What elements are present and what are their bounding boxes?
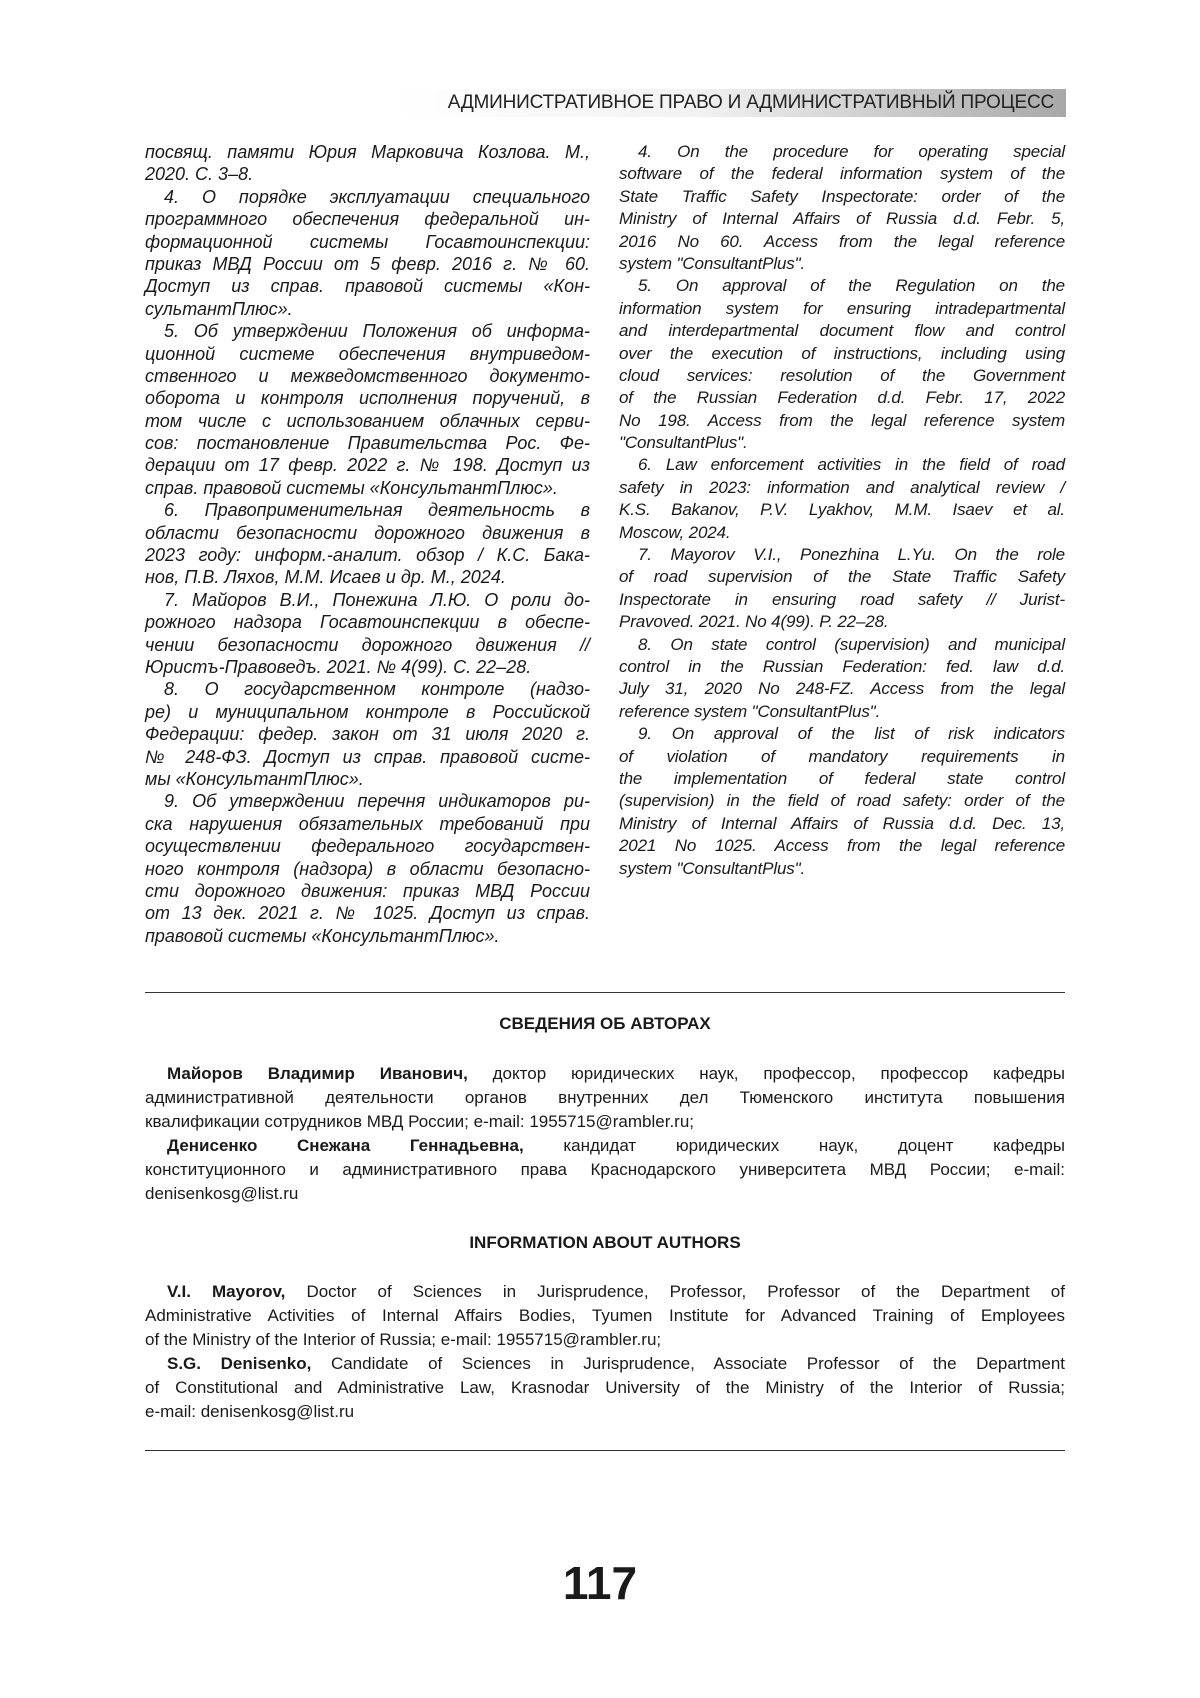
reference-line: 2016 No 60. Access from the legal reference [619,231,1065,253]
reference-line: 6. Правоприменительная деятельность в [145,499,590,521]
reference-line: сти дорожного движения: приказ МВД России [145,880,590,902]
reference-line: 7. Mayorov V.I., Ponezhina L.Yu. On the role [619,544,1065,566]
reference-entry [145,678,590,790]
author-line [145,1134,1065,1158]
reference-line: оборота и контроля исполнения поручений, в [145,387,590,409]
reference-line: the implementation of federal state control [619,768,1065,790]
reference-entry [145,499,590,589]
reference-line: safety in 2023: information and analytical review / [619,477,1065,499]
reference-line: over the execution of instructions, including using [619,343,1065,365]
reference-line: справ. правовой системы «КонсультантПлюс». [145,477,590,499]
reference-line: 2021 No 1025. Access from the legal reference [619,835,1065,857]
reference-line: 9. Об утверждении перечня индикаторов ри- [145,790,590,812]
reference-line: мы «КонсультантПлюс». [145,768,590,790]
author-entry [145,1062,1065,1134]
reference-line: control in the Russian Federation: fed. law d.d. [619,656,1065,678]
page-number: 117 [0,1556,1200,1610]
reference-line: 4. On the procedure for operating special [619,141,1065,163]
reference-line: State Traffic Safety Inspectorate: order of the [619,186,1065,208]
author-line: e-mail: denisenkosg@list.ru [145,1400,1065,1424]
reference-entry [145,790,590,947]
reference-line: формационной системы Госавтоинспекции: [145,231,590,253]
reference-line: 8. О государственном контроле (надзо- [145,678,590,700]
author-name: S.G. Denisenko, [167,1354,311,1373]
author-line: конституционного и административного права Краснодарского университета МВД России; e-mail: [145,1158,1065,1182]
reference-line: рожного надзора Госавтоинспекции в обеспе- [145,611,590,633]
reference-line: system "ConsultantPlus". [619,253,1065,275]
reference-line: приказ МВД России от 5 февр. 2016 г. № 60. [145,253,590,275]
references-ru-column [145,141,590,947]
author-line: Administrative Activities of Internal Affairs Bodies, Tyumen Institute for Advanced Training of Employees [145,1304,1065,1328]
reference-line: сультантПлюс». [145,298,590,320]
reference-line: of the Russian Federation d.d. Febr. 17, 2022 [619,387,1065,409]
reference-line: 2020. С. 3–8. [145,163,590,185]
reference-line: Inspectorate in ensuring road safety // Jurist- [619,589,1065,611]
reference-line: system "ConsultantPlus". [619,858,1065,880]
reference-line: 7. Майоров В.И., Понежина Л.Ю. О роли до- [145,589,590,611]
author-entry [145,1352,1065,1424]
author-line [145,1280,1065,1304]
reference-line: 5. Об утверждении Положения об информа- [145,320,590,342]
reference-line: No 198. Access from the legal reference system [619,410,1065,432]
reference-entry [619,544,1065,634]
reference-line: сов: постановление Правительства Рос. Фе- [145,432,590,454]
reference-entry [145,141,590,186]
reference-line: том числе с использованием облачных серви- [145,410,590,432]
author-entry [145,1280,1065,1352]
reference-entry [145,186,590,320]
reference-line: посвящ. памяти Юрия Марковича Козлова. М., [145,141,590,163]
reference-line: cloud services: resolution of the Government [619,365,1065,387]
authors-ru-section [145,1062,1065,1206]
reference-line: "ConsultantPlus". [619,432,1065,454]
reference-entry [145,589,590,679]
reference-line: information system for ensuring intradepartmental [619,298,1065,320]
reference-line: дерации от 17 февр. 2022 г. № 198. Доступ из [145,454,590,476]
reference-entry [619,141,1065,275]
author-name: V.I. Mayorov, [167,1282,285,1301]
divider-top [145,992,1065,993]
author-description: кандидат юридических наук, доцент кафедры [563,1136,1065,1155]
reference-line: of road supervision of the State Traffic Safety [619,566,1065,588]
reference-line: 8. On state control (supervision) and municipal [619,634,1065,656]
reference-line: 9. On approval of the list of risk indicators [619,723,1065,745]
reference-line: правовой системы «КонсультантПлюс». [145,925,590,947]
reference-line: 5. On approval of the Regulation on the [619,275,1065,297]
authors-en-heading: INFORMATION ABOUT AUTHORS [145,1233,1065,1253]
author-line: denisenkosg@list.ru [145,1182,1065,1206]
author-line: административной деятельности органов внутренних дел Тюменского института повышения [145,1086,1065,1110]
reference-line: ственного и межведомственного документо- [145,365,590,387]
author-description: доктор юридических наук, профессор, профессор кафедры [493,1064,1065,1083]
author-name: Денисенко Снежана Геннадьевна, [167,1136,524,1155]
author-line [145,1352,1065,1376]
reference-entry [619,723,1065,880]
reference-line: reference system "ConsultantPlus". [619,701,1065,723]
reference-line: Доступ из справ. правовой системы «Кон- [145,275,590,297]
reference-line: № 248-ФЗ. Доступ из справ. правовой систе- [145,746,590,768]
reference-line: ного контроля (надзора) в области безопасно- [145,858,590,880]
reference-line: ска нарушения обязательных требований при [145,813,590,835]
author-name: Майоров Владимир Иванович, [167,1064,468,1083]
running-header [396,89,1066,117]
author-line: of Constitutional and Administrative Law, Krasnodar University of the Ministry of the Interior of Russia; [145,1376,1065,1400]
reference-line: of violation of mandatory requirements in [619,746,1065,768]
authors-en-section [145,1280,1065,1424]
reference-line: Ministry of Internal Affairs of Russia d.d. Febr. 5, [619,208,1065,230]
author-line: of the Ministry of the Interior of Russia; e-mail: 1955715@rambler.ru; [145,1328,1065,1352]
reference-line: программного обеспечения федеральной ин- [145,208,590,230]
reference-line: Юристъ-Правоведъ. 2021. № 4(99). С. 22–28. [145,656,590,678]
reference-entry [619,454,1065,544]
divider-bottom [145,1450,1065,1451]
running-header-title: АДМИНИСТРАТИВНОЕ ПРАВО И АДМИНИСТРАТИВНЫЙ ПРОЦЕСС [448,92,1054,114]
author-line: квалификации сотрудников МВД России; e-mail: 1955715@rambler.ru; [145,1110,1065,1134]
reference-line: 2023 году: информ.-аналит. обзор / К.С. Бака- [145,544,590,566]
reference-entry [145,320,590,499]
references-en-column [619,141,1065,880]
reference-line: 6. Law enforcement activities in the field of road [619,454,1065,476]
reference-line: K.S. Bakanov, P.V. Lyakhov, M.M. Isaev et al. [619,499,1065,521]
author-line [145,1062,1065,1086]
reference-entry [619,634,1065,724]
reference-line: July 31, 2020 No 248-FZ. Access from the legal [619,678,1065,700]
reference-line: нов, П.В. Ляхов, М.М. Исаев и др. М., 2024. [145,566,590,588]
reference-line: области безопасности дорожного движения в [145,522,590,544]
reference-line: Moscow, 2024. [619,522,1065,544]
reference-line: (supervision) in the field of road safety: order of the [619,790,1065,812]
author-description: Doctor of Sciences in Jurisprudence, Professor, Professor of the Department of [306,1282,1065,1301]
reference-line: software of the federal information system of the [619,163,1065,185]
reference-line: Pravoved. 2021. No 4(99). P. 22–28. [619,611,1065,633]
reference-line: Федерации: федер. закон от 31 июля 2020 г. [145,723,590,745]
reference-line: осуществлении федерального государствен- [145,835,590,857]
authors-ru-heading: СВЕДЕНИЯ ОБ АВТОРАХ [145,1014,1065,1034]
reference-line: ре) и муниципальном контроле в Российской [145,701,590,723]
reference-line: чении безопасности дорожного движения // [145,634,590,656]
author-entry [145,1134,1065,1206]
reference-line: and interdepartmental document flow and control [619,320,1065,342]
author-description: Candidate of Sciences in Jurisprudence, Associate Professor of the Department [331,1354,1065,1373]
reference-entry [619,275,1065,454]
reference-line: Ministry of Internal Affairs of Russia d.d. Dec. 13, [619,813,1065,835]
reference-line: 4. О порядке эксплуатации специального [145,186,590,208]
reference-line: от 13 дек. 2021 г. № 1025. Доступ из справ. [145,902,590,924]
reference-line: ционной системе обеспечения внутриведом- [145,343,590,365]
